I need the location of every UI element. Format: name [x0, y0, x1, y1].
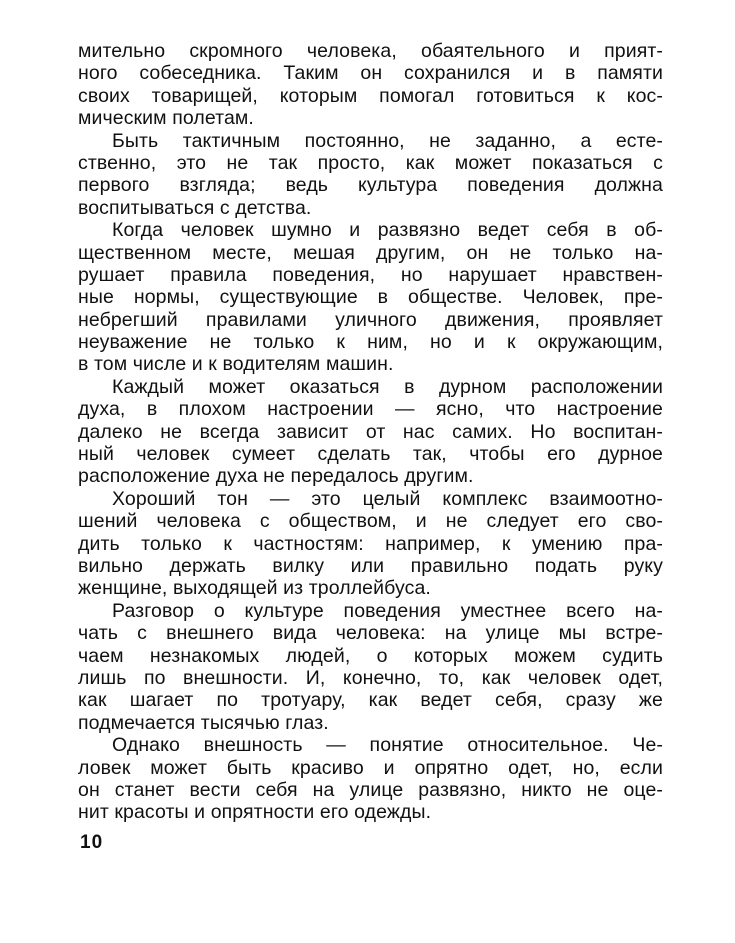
text-line: дить только к частностям: например, к умению пра-: [78, 532, 663, 555]
text-line: шений человека с обществом, и не следует его сво-: [78, 510, 663, 533]
text-line: воспитываться с детства.: [78, 196, 312, 219]
text-line: Быть тактичным постоянно, не заданно, а есте-: [112, 129, 663, 152]
text-line: Каждый может оказаться в дурном расположении: [112, 375, 663, 398]
text-line: вильно держать вилку или правильно подать руку: [78, 554, 663, 577]
text-line: Разговор о культуре поведения уместнее всего на-: [112, 599, 663, 622]
text-line: как шагает по тротуару, как ведет себя, сразу же: [78, 689, 663, 712]
text-line: он станет вести себя на улице развязно, никто не оце-: [78, 778, 663, 801]
text-line: Хороший тон — это целый комплекс взаимоотно-: [112, 487, 663, 510]
text-line: рушает правила поведения, но нарушает нравствен-: [78, 263, 663, 286]
text-line: нит красоты и опрятности его одежды.: [78, 801, 432, 824]
text-line: ного собеседника. Таким он сохранился и в памяти: [78, 62, 663, 85]
text-line: в том числе и к водителям машин.: [78, 353, 394, 376]
text-line: ные нормы, существующие в обществе. Человек, пре-: [78, 286, 663, 309]
text-line: Когда человек шумно и развязно ведет себя в об-: [112, 219, 663, 242]
text-line: своих товарищей, которым помогал готовиться к кос-: [78, 84, 663, 107]
text-line: женщине, выходящей из троллейбуса.: [78, 577, 431, 600]
text-line: чать с внешнего вида человека: на улице мы встре-: [78, 622, 663, 645]
text-line: расположение духа не передалось другим.: [78, 465, 474, 488]
text-line: чаем незнакомых людей, о которых можем судить: [78, 644, 663, 667]
body-text: [78, 40, 663, 824]
text-line: подмечается тысячью глаз.: [78, 711, 329, 734]
text-line: щественном месте, мешая другим, он не только на-: [78, 241, 663, 264]
page-number: 10: [80, 832, 104, 853]
text-line: ловек может быть красиво и опрятно одет, но, если: [78, 756, 663, 779]
text-line: ственно, это не так просто, как может показаться с: [78, 151, 663, 174]
text-line: лишь по внешности. И, конечно, то, как человек одет,: [78, 666, 663, 689]
text-line: далеко не всегда зависит от нас самих. Но воспитан-: [78, 420, 663, 443]
text-line: ный человек сумеет сделать так, чтобы его дурное: [78, 443, 663, 466]
text-line: Однако внешность — понятие относительное. Че-: [112, 734, 663, 757]
text-line: мическим полетам.: [78, 107, 254, 130]
text-line: мительно скромного человека, обаятельного и прият-: [78, 40, 663, 62]
text-line: небрегший правилами уличного движения, проявляет: [78, 308, 663, 331]
text-line: духа, в плохом настроении — ясно, что настроение: [78, 398, 663, 421]
text-line: первого взгляда; ведь культура поведения должна: [78, 174, 663, 197]
text-line: неуважение не только к ним, но и к окружающим,: [78, 331, 663, 354]
